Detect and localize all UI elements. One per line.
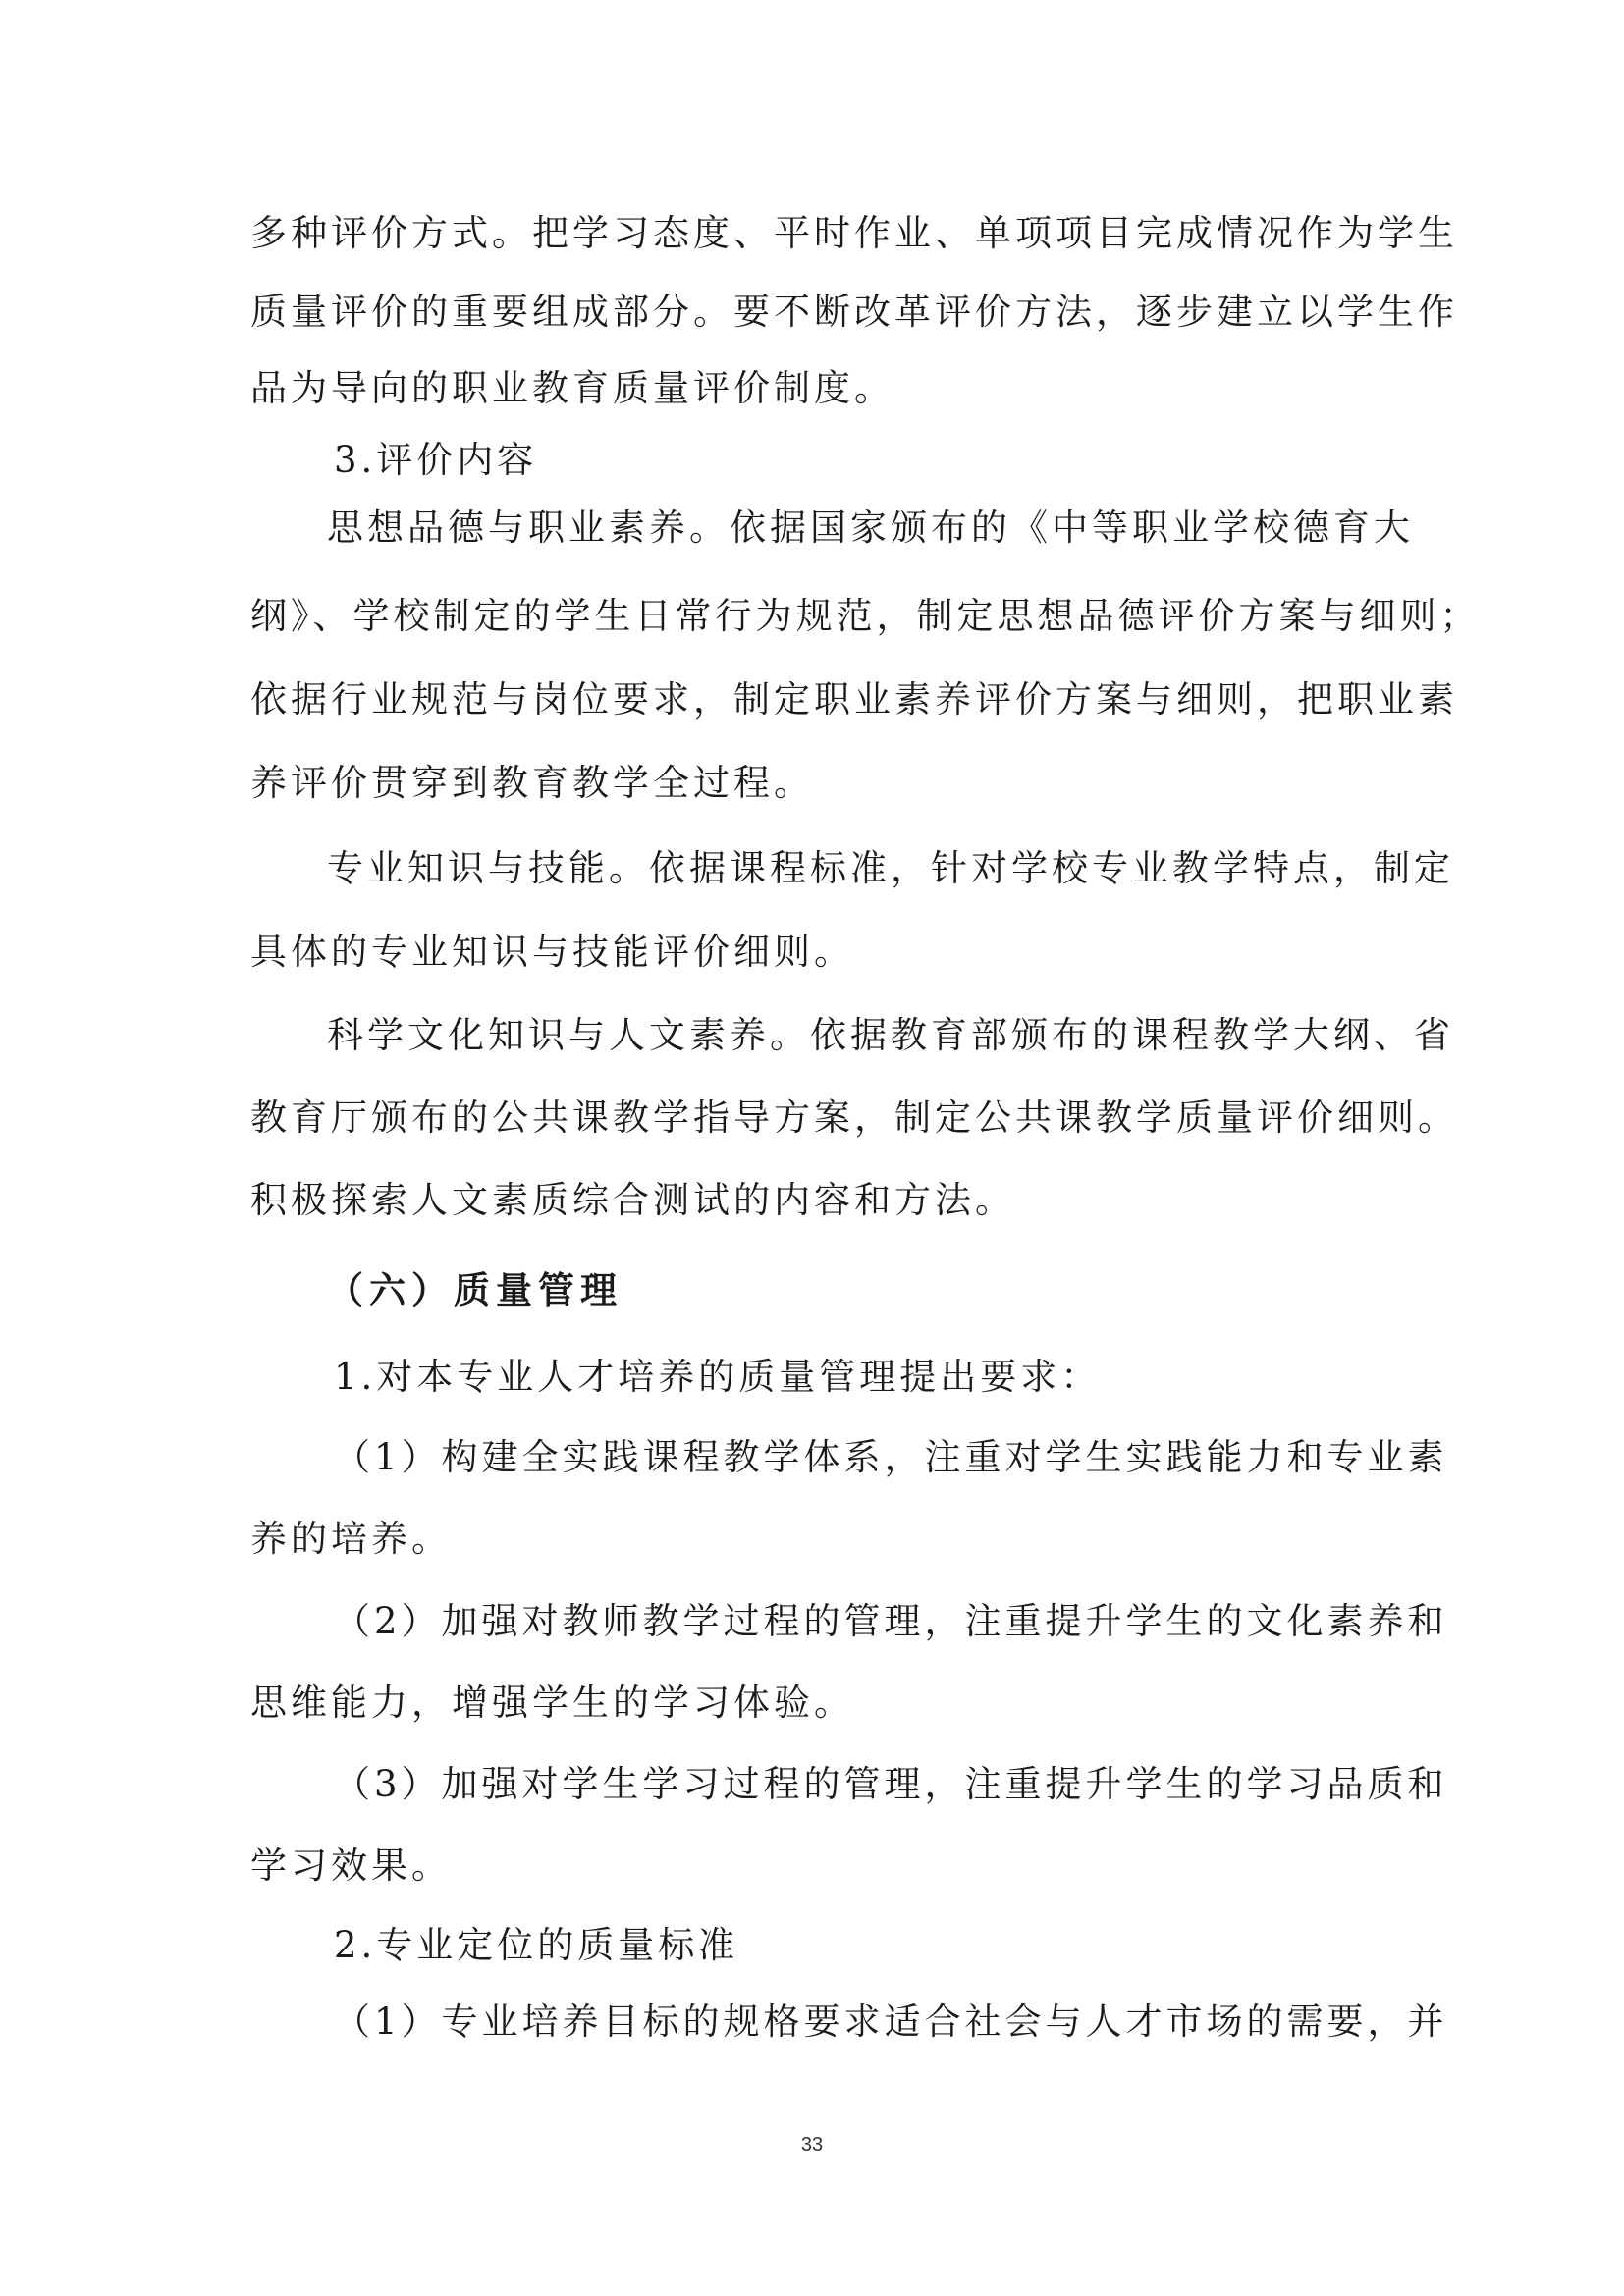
text-line: 多种评价方式。把学习态度、平时作业、单项项目完成情况作为学生 [250,212,1458,254]
text-line: 专业知识与技能。依据课程标准，针对学校专业教学特点，制定 [327,847,1454,889]
text-line: 依据行业规范与岗位要求，制定职业素养评价方案与细则，把职业素 [250,678,1458,721]
text-line: 学习效果。 [250,1844,452,1887]
page-number: 33 [800,2134,824,2156]
section-subheading: 2.专业定位的质量标准 [334,1924,739,1966]
text-line: 纲》、学校制定的学生日常行为规范，制定思想品德评价方案与细则； [250,595,1481,637]
section-subheading: 3.评价内容 [334,439,538,481]
text-line: 教育厅颁布的公共课教学指导方案，制定公共课教学质量评价细则。 [250,1096,1458,1139]
text-line: 品为导向的职业教育质量评价制度。 [250,367,894,409]
text-line: 积极探索人文素质综合测试的内容和方法。 [250,1179,1015,1221]
text-line: 养评价贯穿到教育教学全过程。 [250,762,814,804]
text-line: （2）加强对教师教学过程的管理，注重提升学生的文化素养和 [334,1600,1448,1642]
text-line: 思想品德与职业素养。依据国家颁布的《中等职业学校德育大 [327,507,1414,549]
text-line: 1.对本专业人才培养的质量管理提出要求： [334,1356,1102,1398]
text-line: 养的培养。 [250,1518,452,1560]
text-line: （1）构建全实践课程教学体系，注重对学生实践能力和专业素 [334,1436,1448,1478]
text-line: 科学文化知识与人文素养。依据教育部颁布的课程教学大纲、省 [327,1014,1454,1056]
text-line: 具体的专业知识与技能评价细则。 [250,931,854,973]
text-line: 思维能力，增强学生的学习体验。 [250,1682,854,1724]
text-line: 质量评价的重要组成部分。要不断改革评价方法，逐步建立以学生作 [250,291,1458,333]
text-line: （1）专业培养目标的规格要求适合社会与人才市场的需要，并 [334,2001,1448,2043]
section-heading: （六）质量管理 [327,1269,623,1311]
text-line: （3）加强对学生学习过程的管理，注重提升学生的学习品质和 [334,1763,1448,1805]
